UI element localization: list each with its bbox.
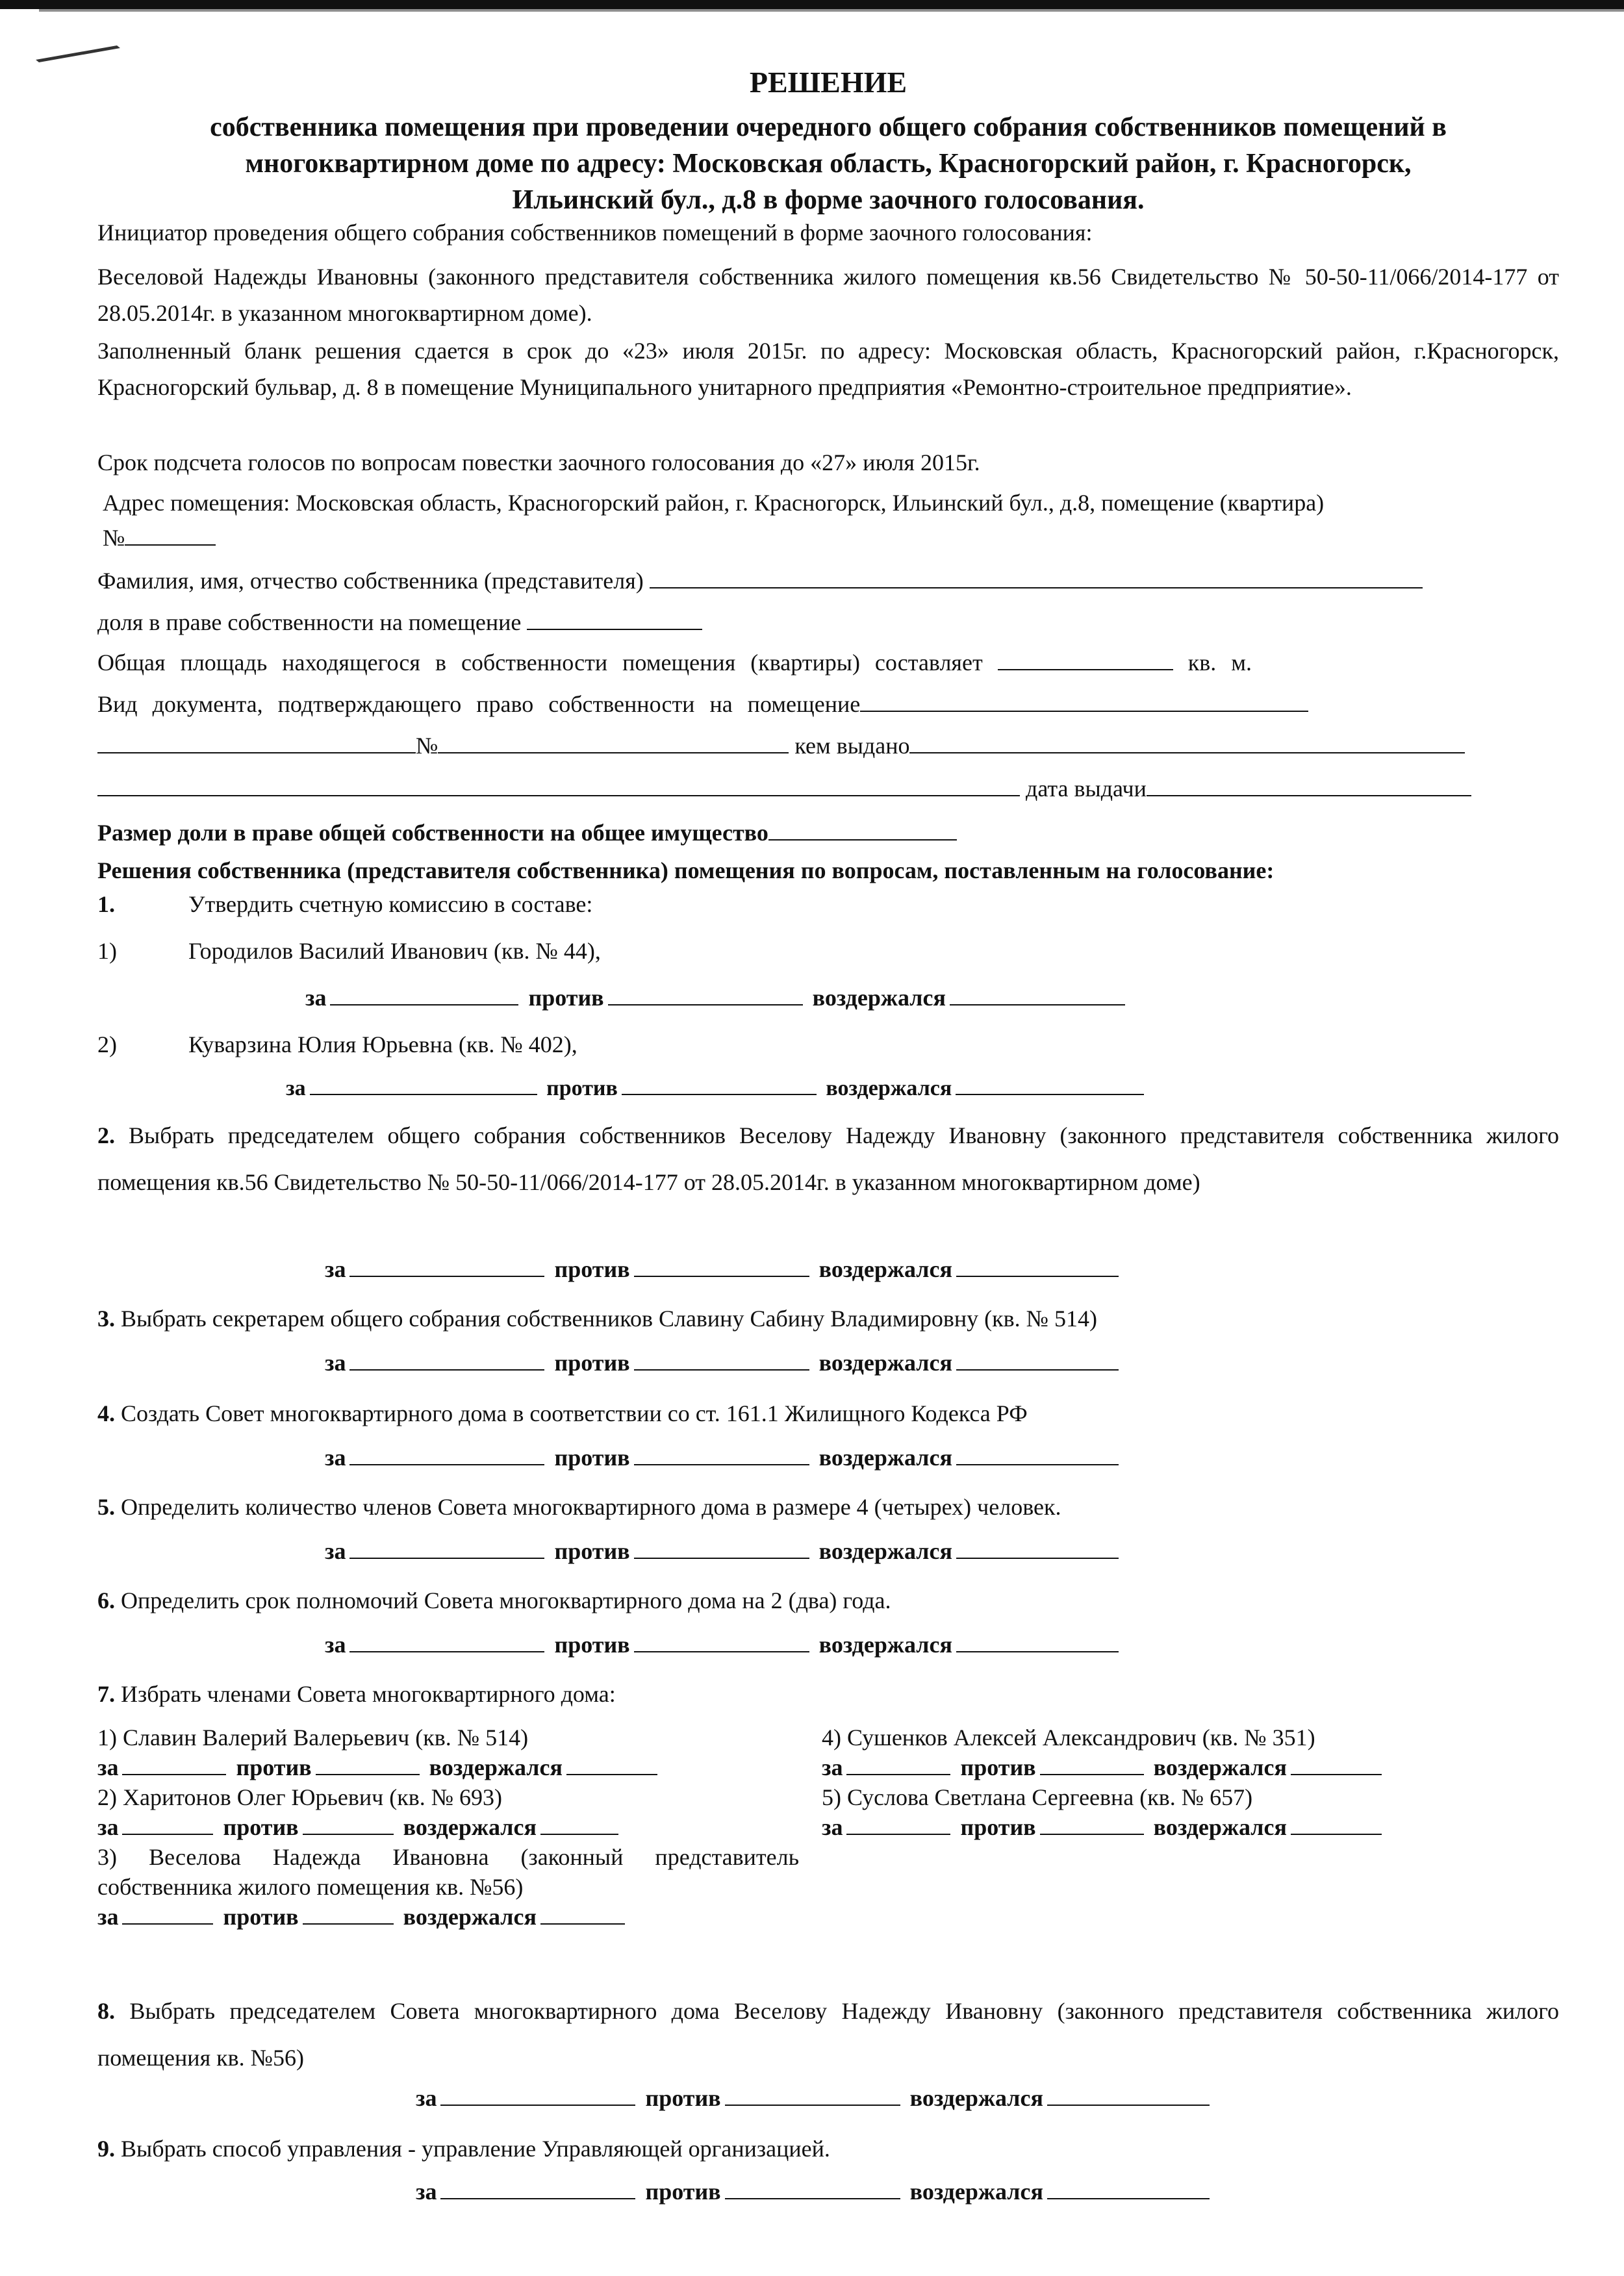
question-text: Определить количество членов Совета многоквартирного дома в размере 4 (четырех) человек.: [121, 1494, 1061, 1520]
vote-for-label: за: [286, 1076, 306, 1100]
vote-abstain-field[interactable]: [1047, 2082, 1210, 2106]
vote-abstain-label: воздержался: [818, 1350, 952, 1376]
doc-type-row: [97, 686, 1308, 722]
document-subtitle: [97, 109, 1559, 218]
initiator-label: Инициатор проведения общего собрания собственников помещений в форме заочного голосования:: [97, 220, 1093, 246]
vote-against-label: против: [554, 1632, 630, 1658]
question-text: Выбрать председателем общего собрания собственников Веселову Надежду Ивановну (законного представителя собственника жилого помещения кв.56 Свидетельство № 50-50-11/066/2014-177 от 28.05.2014г. в указанном многоквартирном доме): [97, 1122, 1560, 1195]
vote-abstain-label: воздержался: [1153, 1814, 1287, 1840]
issue-date-label: дата выдачи: [1026, 776, 1147, 802]
question-3: [97, 1300, 1097, 1337]
vote-against-label: против: [554, 1350, 630, 1376]
q2-vote-row: [325, 1254, 1123, 1283]
question-7: [97, 1676, 616, 1712]
vote-against-label: против: [645, 2085, 721, 2111]
candidate-number: 2): [97, 1031, 117, 1057]
q7-c3-vote-row: [97, 1902, 799, 1932]
share-field[interactable]: [527, 607, 702, 630]
vote-abstain-field[interactable]: [956, 1442, 1119, 1465]
apartment-no-row: [103, 520, 216, 556]
vote-against-field[interactable]: [634, 1347, 809, 1371]
vote-abstain-label: воздержался: [403, 1904, 537, 1930]
owner-name-field[interactable]: [650, 565, 1423, 588]
vote-abstain-field[interactable]: [566, 1754, 657, 1775]
count-deadline: Срок подсчета голосов по вопросам повестки заочного голосования до «27» июля 2015г.: [97, 449, 980, 475]
question-8: [97, 1988, 1559, 2081]
vote-for-field[interactable]: [310, 1072, 537, 1095]
vote-against-field[interactable]: [725, 2176, 900, 2199]
question-6: [97, 1582, 891, 1619]
q5-vote-row: [325, 1536, 1123, 1565]
question-text: Определить срок полномочий Совета многоквартирного дома на 2 (два) года.: [121, 1587, 891, 1613]
question-number: 8.: [97, 1998, 115, 2024]
q7-c4-vote-row: [822, 1752, 1386, 1782]
vote-for-label: за: [822, 1814, 843, 1840]
vote-abstain-field[interactable]: [1291, 1754, 1382, 1775]
vote-abstain-label: воздержался: [429, 1754, 563, 1780]
vote-for-field[interactable]: [440, 2082, 635, 2106]
vote-for-field[interactable]: [330, 982, 518, 1005]
doc-type-label: Вид документа, подтверждающего право собственности на помещение: [97, 691, 861, 717]
vote-against-field[interactable]: [634, 1536, 809, 1559]
question-text: Избрать членами Совета многоквартирного дома:: [121, 1681, 616, 1707]
question-number: 7.: [97, 1681, 115, 1707]
submission-text: Заполненный бланк решения сдается в срок до «23» июля 2015г. по адресу: Московская область, Красногорский район, г.Красногорск, Красногорский бульвар, д. 8 в помещение Муниципального унитарного предприятия «Ремонтно-строительное предприятие».: [97, 338, 1559, 400]
doc-type-field-cont[interactable]: [97, 730, 416, 753]
vote-abstain-label: воздержался: [909, 2085, 1043, 2111]
vote-abstain-label: воздержался: [826, 1076, 952, 1100]
q4-vote-row: [325, 1442, 1123, 1471]
q1-c2-vote-row: [286, 1072, 1148, 1101]
apartment-no-label: №: [103, 525, 125, 551]
vote-abstain-label: воздержался: [818, 1256, 952, 1282]
candidate-number: 1): [97, 938, 117, 964]
vote-against-field[interactable]: [622, 1072, 817, 1095]
vote-for-field[interactable]: [349, 1629, 544, 1652]
vote-for-field[interactable]: [846, 1814, 950, 1835]
doc-no-label: №: [416, 733, 438, 759]
vote-for-label: за: [325, 1632, 346, 1658]
q1-candidate-2: [97, 1026, 577, 1063]
vote-against-label: против: [223, 1814, 299, 1840]
subtitle-line: Ильинский бул., д.8 в форме заочного голосования.: [512, 185, 1145, 215]
vote-against-label: против: [645, 2179, 721, 2205]
vote-against-label: против: [960, 1814, 1036, 1840]
question-number: 9.: [97, 2136, 115, 2162]
vote-for-label: за: [97, 1904, 119, 1930]
vote-for-label: за: [97, 1814, 119, 1840]
area-field[interactable]: [998, 647, 1173, 670]
subtitle-line: собственника помещения при проведении очередного общего собрания собственников помещений в: [210, 112, 1447, 142]
vote-abstain-field[interactable]: [956, 1347, 1119, 1371]
owner-name-row: [97, 563, 1423, 599]
issued-by-label: кем выдано: [794, 733, 910, 759]
q7-c5-vote-row: [822, 1812, 1386, 1842]
decisions-header: Решения собственника (представителя собственника) помещения по вопросам, поставленным на голосование:: [97, 857, 1275, 883]
vote-abstain-field[interactable]: [956, 1072, 1144, 1095]
vote-abstain-label: воздержался: [1153, 1754, 1287, 1780]
vote-for-label: за: [325, 1350, 346, 1376]
question-1: [97, 886, 592, 922]
candidate-name: Куварзина Юлия Юрьевна (кв. № 402),: [188, 1031, 577, 1057]
question-number: 1.: [97, 891, 115, 917]
apartment-no-field[interactable]: [125, 522, 216, 546]
vote-for-field[interactable]: [122, 1904, 213, 1925]
vote-abstain-field[interactable]: [1047, 2176, 1210, 2199]
question-text: Выбрать председателем Совета многоквартирного дома Веселову Надежду Ивановну (законного представителя собственника жилого помещения кв. №56): [97, 1998, 1560, 2071]
vote-abstain-label: воздержался: [812, 985, 946, 1011]
question-text: Выбрать секретарем общего собрания собственников Славину Сабину Владимировну (кв. № 514): [121, 1306, 1097, 1332]
vote-against-label: против: [223, 1904, 299, 1930]
scan-top-shadow: [39, 9, 1624, 12]
area-unit: кв. м.: [1187, 650, 1252, 676]
q7-candidate-3: 3) Веселова Надежда Ивановна (законный представитель собственника жилого помещения кв. №56): [97, 1844, 799, 1900]
vote-against-label: против: [236, 1754, 312, 1780]
vote-against-field[interactable]: [1040, 1814, 1144, 1835]
q7-c1-vote-row: [97, 1752, 799, 1782]
doc-type-field[interactable]: [860, 689, 1308, 712]
vote-abstain-field[interactable]: [956, 1254, 1119, 1277]
vote-abstain-field[interactable]: [956, 1629, 1119, 1652]
subtitle-line: многоквартирном доме по адресу: Московская область, Красногорский район, г. Красногорск,: [245, 149, 1412, 179]
question-2: [97, 1112, 1559, 1206]
vote-for-label: за: [416, 2179, 437, 2205]
vote-for-field[interactable]: [122, 1814, 213, 1835]
q1-c1-vote-row: [305, 982, 1129, 1011]
q7-c2-vote-row: [97, 1812, 799, 1842]
vote-for-label: за: [325, 1256, 346, 1282]
vote-against-field[interactable]: [634, 1254, 809, 1277]
question-9: [97, 2131, 830, 2167]
area-row: [97, 644, 1252, 681]
vote-for-field[interactable]: [846, 1754, 950, 1775]
scan-top-edge: [0, 0, 1624, 9]
question-text: Выбрать способ управления - управление Управляющей организацией.: [121, 2136, 830, 2162]
issued-by-field[interactable]: [909, 730, 1465, 753]
q8-vote-row: [416, 2082, 1213, 2112]
vote-for-field[interactable]: [349, 1254, 544, 1277]
vote-against-label: против: [554, 1256, 630, 1282]
issued-by-field-cont[interactable]: [97, 773, 1020, 796]
vote-against-label: против: [554, 1538, 630, 1564]
vote-for-label: за: [416, 2085, 437, 2111]
question-text: Создать Совет многоквартирного дома в соответствии со ст. 161.1 Жилищного Кодекса РФ: [121, 1400, 1028, 1426]
q3-vote-row: [325, 1347, 1123, 1376]
question-number: 3.: [97, 1306, 115, 1332]
issue-date-row: [97, 770, 1471, 807]
q7-right-column: [822, 1723, 1386, 1842]
vote-against-field[interactable]: [316, 1754, 420, 1775]
vote-against-field[interactable]: [303, 1814, 394, 1835]
vote-for-label: за: [325, 1445, 346, 1471]
document-title: РЕШЕНИЕ: [749, 66, 907, 99]
candidate-name: Городилов Василий Иванович (кв. № 44),: [188, 938, 601, 964]
q7-left-column: [97, 1723, 799, 1932]
doc-no-field[interactable]: [438, 730, 789, 753]
q6-vote-row: [325, 1629, 1123, 1658]
vote-for-label: за: [325, 1538, 346, 1564]
vote-abstain-field[interactable]: [1291, 1814, 1382, 1835]
q1-candidate-1: [97, 933, 601, 969]
vote-against-label: против: [546, 1076, 618, 1100]
q9-vote-row: [416, 2176, 1213, 2205]
q7-candidate-5: 5) Суслова Светлана Сергеевна (кв. № 657): [822, 1784, 1253, 1810]
vote-abstain-label: воздержался: [818, 1632, 952, 1658]
question-4: [97, 1395, 1028, 1432]
address-label: Адрес помещения: Московская область, Красногорский район, г. Красногорск, Ильинский бул., д.8, помещение (квартира): [103, 490, 1325, 516]
doc-no-row: [97, 727, 1465, 764]
owner-name-label: Фамилия, имя, отчество собственника (представителя): [97, 568, 644, 594]
initiator-text: Веселовой Надежды Ивановны (законного представителя собственника жилого помещения кв.56 Свидетельство № 50-50-11/066/2014-177 от 28.05.2014г. в указанном многоквартирном доме).: [97, 264, 1559, 326]
vote-against-field[interactable]: [303, 1904, 394, 1925]
vote-against-field[interactable]: [725, 2082, 900, 2106]
question-number: 4.: [97, 1400, 115, 1426]
vote-against-field[interactable]: [1040, 1754, 1144, 1775]
question-number: 2.: [97, 1122, 115, 1148]
vote-against-field[interactable]: [608, 982, 803, 1005]
share-row: [97, 604, 702, 640]
vote-abstain-label: воздержался: [909, 2179, 1043, 2205]
vote-against-field[interactable]: [634, 1629, 809, 1652]
vote-for-field[interactable]: [349, 1536, 544, 1559]
issue-date-field[interactable]: [1147, 773, 1471, 796]
q7-candidate-1: 1) Славин Валерий Валерьевич (кв. № 514): [97, 1725, 529, 1751]
q7-candidate-4: 4) Сушенков Алексей Александрович (кв. № 351): [822, 1725, 1315, 1751]
vote-for-field[interactable]: [122, 1754, 226, 1775]
vote-for-label: за: [305, 985, 327, 1011]
common-share-field[interactable]: [768, 817, 957, 841]
vote-abstain-label: воздержался: [818, 1538, 952, 1564]
vote-abstain-label: воздержался: [403, 1814, 537, 1840]
vote-against-field[interactable]: [634, 1442, 809, 1465]
question-5: [97, 1489, 1061, 1525]
pen-mark-icon: [32, 39, 136, 65]
question-number: 5.: [97, 1494, 115, 1520]
vote-against-label: против: [528, 985, 604, 1011]
vote-for-label: за: [97, 1754, 119, 1780]
vote-for-label: за: [822, 1754, 843, 1780]
vote-abstain-field[interactable]: [956, 1536, 1119, 1559]
vote-for-field[interactable]: [349, 1347, 544, 1371]
vote-abstain-field[interactable]: [540, 1904, 625, 1925]
vote-abstain-field[interactable]: [540, 1814, 618, 1835]
share-label: доля в праве собственности на помещение: [97, 609, 522, 635]
q7-candidate-2: 2) Харитонов Олег Юрьевич (кв. № 693): [97, 1784, 503, 1810]
vote-for-field[interactable]: [440, 2176, 635, 2199]
common-share-label: Размер доли в праве общей собственности на общее имущество: [97, 820, 768, 846]
vote-against-label: против: [554, 1445, 630, 1471]
vote-abstain-label: воздержался: [818, 1445, 952, 1471]
common-share-row: [97, 815, 957, 851]
vote-against-label: против: [960, 1754, 1036, 1780]
vote-abstain-field[interactable]: [950, 982, 1125, 1005]
area-label: Общая площадь находящегося в собственности помещения (квартиры) составляет: [97, 650, 983, 676]
question-text: Утвердить счетную комиссию в составе:: [188, 891, 593, 917]
question-number: 6.: [97, 1587, 115, 1613]
vote-for-field[interactable]: [349, 1442, 544, 1465]
